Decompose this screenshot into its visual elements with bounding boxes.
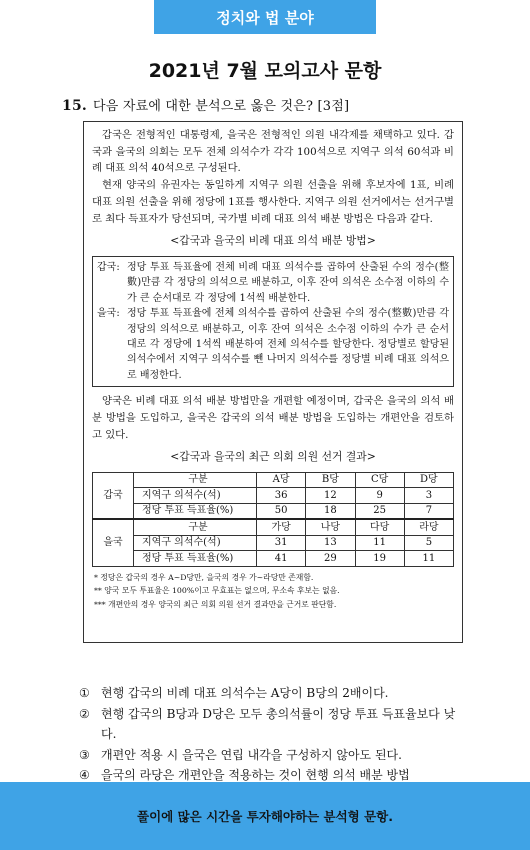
election-results-table xyxy=(92,472,454,567)
option-text: 을국의 라당은 개편안을 적용하는 것이 현행 의석 배분 방법 xyxy=(101,768,410,782)
question-stem xyxy=(62,95,349,114)
option-marker: ④ xyxy=(79,768,90,782)
row-label: 지역구 의석수(석) xyxy=(134,488,257,504)
table-cell: 5 xyxy=(404,535,453,551)
option-text: 현행 갑국의 B당과 D당은 모두 총의석률이 정당 투표 득표율보다 낮다. xyxy=(101,706,456,741)
answer-option[interactable] xyxy=(79,704,469,745)
table-cell: 13 xyxy=(306,535,355,551)
party-header: 나당 xyxy=(306,519,355,535)
footnote: * 정당은 갑국의 경우 A~D당만, 을국의 경우 가~라당만 존재함. xyxy=(94,572,314,582)
table-cell: 50 xyxy=(257,503,306,519)
table-cell: 25 xyxy=(355,503,404,519)
results-title: <갑국과 을국의 최근 의회 의원 선거 결과> xyxy=(170,450,376,464)
option-text: 현행 갑국의 비례 대표 의석수는 A당이 B당의 2배이다. xyxy=(101,686,389,700)
question-prompt: 다음 자료에 대한 분석으로 옳은 것은? [3점] xyxy=(92,99,350,114)
table-cell: 12 xyxy=(306,488,355,504)
table-cell: 7 xyxy=(404,503,453,519)
table-header-cell: 구분 xyxy=(134,519,257,535)
page-title: 2021년 7월 모의고사 문항 xyxy=(148,60,382,82)
answer-options xyxy=(79,683,469,786)
party-header: 다당 xyxy=(355,519,404,535)
table-row xyxy=(93,503,454,519)
table-header-cell: 구분 xyxy=(134,472,257,488)
table-row xyxy=(93,488,454,504)
party-header: D당 xyxy=(404,472,453,488)
table-cell: 29 xyxy=(306,551,355,567)
allocation-title: <갑국과 을국의 비례 대표 의석 배분 방법> xyxy=(170,234,376,248)
table-row xyxy=(93,472,454,488)
table-row xyxy=(93,551,454,567)
option-marker: ③ xyxy=(79,747,90,762)
allocation-tag: 을국: xyxy=(97,308,120,320)
answer-option[interactable] xyxy=(79,745,469,766)
question-number: 15. xyxy=(62,98,87,114)
option-text: 개편안 적용 시 을국은 연립 내각을 구성하지 않아도 된다. xyxy=(101,747,402,762)
table-cell: 11 xyxy=(404,551,453,567)
allocation-text: 정당 투표 득표율에 전체 비례 대표 의석수를 곱하여 산출된 수의 정수(整數)만큼 각 정당의 의석으로 배분하고, 이후 잔여 의석은 소수점 이하의 수가 큰 순서대로 각 정당에 1석씩 배분한다. xyxy=(127,261,449,304)
source-data-box xyxy=(83,121,463,643)
table-cell: 3 xyxy=(404,488,453,504)
footnotes xyxy=(92,571,454,612)
option-marker: ② xyxy=(79,706,90,721)
table-cell: 11 xyxy=(355,535,404,551)
table-cell: 36 xyxy=(257,488,306,504)
party-header: B당 xyxy=(306,472,355,488)
row-label: 정당 투표 득표율(%) xyxy=(134,503,257,519)
country-label-eul: 을국 xyxy=(93,519,134,566)
allocation-box xyxy=(92,256,454,387)
data-paragraph-2: 현재 양국의 유권자는 동일하게 지역구 의원 선출을 위해 후보자에 1표, 비례 대표 의원 선출을 위해 정당에 1표를 행사한다. 지역구 의원 선거에서는 선거구별로 최다 득표자가 당선되며, 국가별 비례 대표 의석 배분 방법은 다음과 같다. xyxy=(92,179,454,225)
table-row xyxy=(93,519,454,535)
party-header: 라당 xyxy=(404,519,453,535)
allocation-entry-eul xyxy=(97,306,449,383)
party-header: C당 xyxy=(355,472,404,488)
row-label: 지역구 의석수(석) xyxy=(134,535,257,551)
data-paragraph-1: 갑국은 전형적인 대통령제, 을국은 전형적인 의원 내각제를 채택하고 있다. 갑국과 을국의 의회는 모두 전체 의석수가 각각 100석으로 지역구 의석 60석과 비례 대표 의석 40석으로 구성된다. xyxy=(92,129,454,175)
country-label-gap: 갑국 xyxy=(93,472,134,519)
answer-option[interactable] xyxy=(79,683,469,704)
table-cell: 18 xyxy=(306,503,355,519)
footer-banner xyxy=(0,782,530,850)
footnote: ** 양국 모두 투표율은 100%이고 무효표는 없으며, 무소속 후보는 없음. xyxy=(94,586,340,596)
table-cell: 31 xyxy=(257,535,306,551)
party-header: 가당 xyxy=(257,519,306,535)
table-cell: 41 xyxy=(257,551,306,567)
category-badge: 정치와 법 분야 xyxy=(154,0,376,34)
data-paragraph-3: 양국은 비례 대표 의석 배분 방법만을 개편할 예정이며, 갑국은 을국의 의석 배분 방법을 도입하고, 을국은 갑국의 의석 배분 방법을 도입하는 개편안을 검토하고 있다. xyxy=(92,395,454,441)
allocation-tag: 갑국: xyxy=(97,261,120,273)
footer-banner-text: 풀이에 많은 시간을 투자해야하는 분석형 문항. xyxy=(137,809,393,824)
table-cell: 19 xyxy=(355,551,404,567)
option-marker: ① xyxy=(79,686,90,700)
table-cell: 9 xyxy=(355,488,404,504)
row-label: 정당 투표 득표율(%) xyxy=(134,551,257,567)
footnote: *** 개편안의 경우 양국의 최근 의회 의원 선거 결과만을 근거로 판단함. xyxy=(94,599,337,609)
allocation-text: 정당 투표 득표율에 전체 의석수를 곱하여 산출된 수의 정수(整數)만큼 각 정당의 의석으로 배분하고, 이후 잔여 의석은 소수점 이하의 수가 큰 순서대로 각 정당에 1석씩 배분하여 전체 의석수를 할당한다. 정당별로 할당된 의석수에서 지역구 의석수를 뺀 나머지 의석수를 정당별 비례 대표 의석으로 배정한다. xyxy=(127,308,449,381)
party-header: A당 xyxy=(257,472,306,488)
table-row xyxy=(93,535,454,551)
allocation-entry-gap xyxy=(97,260,449,306)
